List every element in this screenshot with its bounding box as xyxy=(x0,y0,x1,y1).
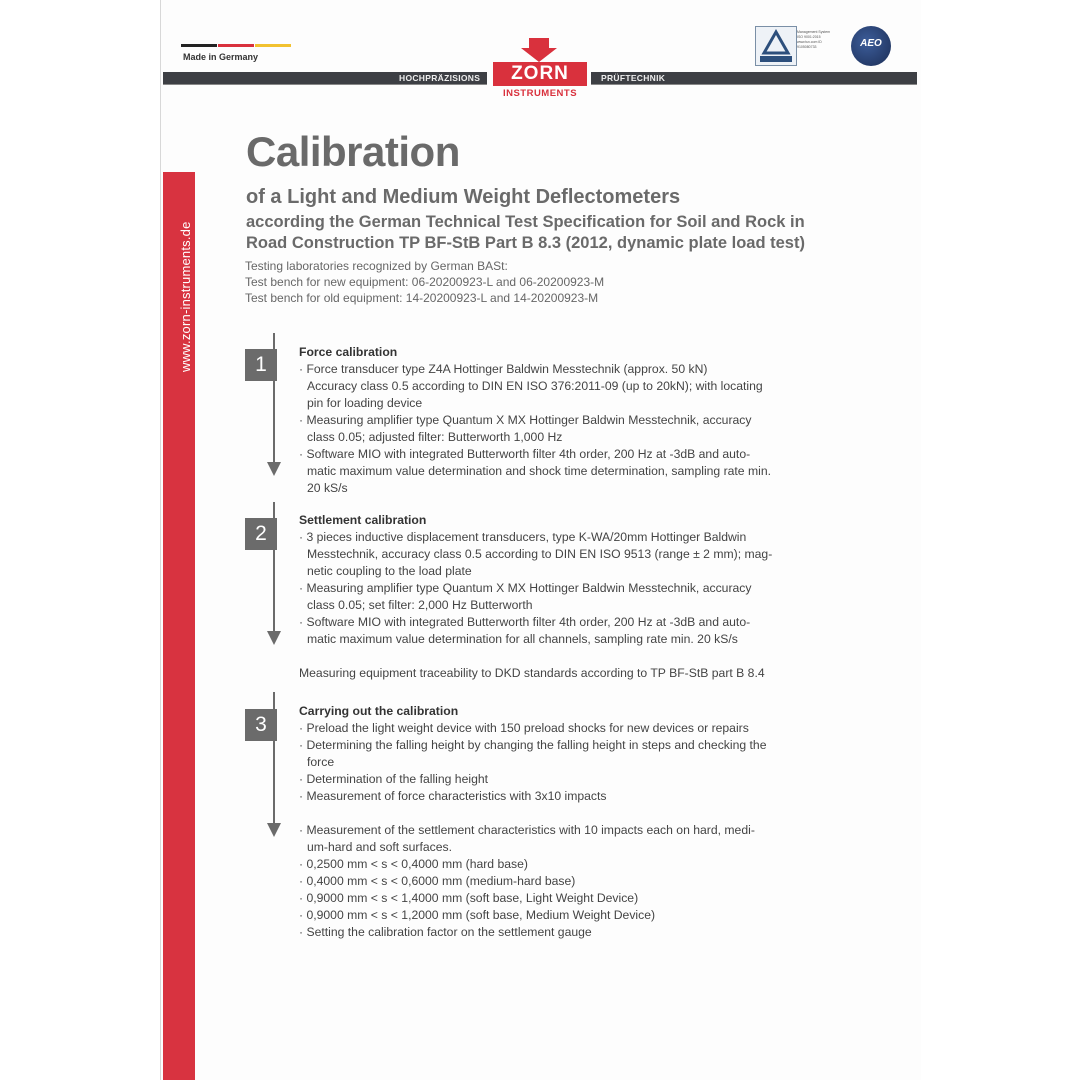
flag-stripe-red xyxy=(218,44,254,47)
list-item: · Software MIO with integrated Butterworth filter 4th order, 200 Hz at -3dB and auto- xyxy=(299,447,751,461)
list-item: Messtechnik, accuracy class 0.5 according to DIN EN ISO 9513 (range ± 2 mm); mag- xyxy=(307,547,773,561)
logo-arrow-icon xyxy=(519,38,559,64)
list-item: · Measurement of the settlement characteristics with 10 impacts each on hard, medi- xyxy=(299,823,755,837)
list-item: um-hard and soft surfaces. xyxy=(307,840,452,854)
list-item: · Measuring amplifier type Quantum X MX Hottinger Baldwin Messtechnik, accuracy xyxy=(299,581,752,595)
list-item: · Software MIO with integrated Butterworth filter 4th order, 200 Hz at -3dB and auto- xyxy=(299,615,751,629)
list-item: · Measurement of force characteristics with 3x10 impacts xyxy=(299,789,607,803)
list-item: · Measuring amplifier type Quantum X MX Hottinger Baldwin Messtechnik, accuracy xyxy=(299,413,752,427)
sidebar-url: www.zorn-instruments.de xyxy=(178,221,193,372)
list-item: 20 kS/s xyxy=(307,481,348,495)
list-item: · Preload the light weight device with 150 preload shocks for new devices or repairs xyxy=(299,721,749,735)
aeo-logo-text: AEO xyxy=(860,38,882,49)
list-item: force xyxy=(307,755,335,769)
list-item: class 0.05; set filter: 2,000 Hz Butterworth xyxy=(307,598,533,612)
step-1-section xyxy=(299,344,859,497)
list-item: · 0,9000 mm < s < 1,4000 mm (soft base, Light Weight Device) xyxy=(299,891,639,905)
subtitle-2 xyxy=(246,212,906,254)
labs-line: Test bench for old equipment: 14-20200923-L and 14-20200923-M xyxy=(245,291,599,305)
list-item: netic coupling to the load plate xyxy=(307,564,472,578)
triangle-icon xyxy=(756,27,796,65)
step-2-section xyxy=(299,512,859,682)
list-item: · Setting the calibration factor on the settlement gauge xyxy=(299,925,592,939)
list-item: Accuracy class 0.5 according to DIN EN ISO 376:2011-09 (up to 20kN); with locating xyxy=(307,379,763,393)
subtitle-2-line-2: Road Construction TP BF-StB Part B 8.3 (2012, dynamic plate load test) xyxy=(246,234,805,252)
traceability-note: Measuring equipment traceability to DKD standards according to TP BF-StB part B 8.4 xyxy=(299,666,765,680)
step-1-badge: 1 xyxy=(245,349,277,381)
labs-line: Testing laboratories recognized by German BASt: xyxy=(245,259,508,273)
logo-instruments: INSTRUMENTS xyxy=(502,88,578,99)
made-in-germany: Made in Germany xyxy=(183,52,259,62)
subtitle-1: of a Light and Medium Weight Deflectometers xyxy=(246,186,681,208)
down-arrow-icon xyxy=(267,631,281,645)
header-bar-left-label: HOCHPRÄZISIONS xyxy=(399,73,481,83)
list-item: · 0,2500 mm < s < 0,4000 mm (hard base) xyxy=(299,857,528,871)
down-arrow-icon xyxy=(267,462,281,476)
list-item: · 0,9000 mm < s < 1,2000 mm (soft base, Medium Weight Device) xyxy=(299,908,656,922)
certificate-text: Management System ISO 9001:2015 www.tuv.com ID 9105080733 xyxy=(797,30,831,49)
subtitle-2-line-1: according the German Technical Test Specification for Soil and Rock in xyxy=(246,213,805,231)
logo-zorn: ZORN xyxy=(493,62,587,86)
step-3-badge: 3 xyxy=(245,709,277,741)
list-item: · 0,4000 mm < s < 0,6000 mm (medium-hard base) xyxy=(299,874,576,888)
flag-stripe-gold xyxy=(255,44,291,47)
flag-stripe-black xyxy=(181,44,217,47)
list-item: · Force transducer type Z4A Hottinger Baldwin Messtechnik (approx. 50 kN) xyxy=(299,362,708,376)
list-item: class 0.05; adjusted filter: Butterworth 1,000 Hz xyxy=(307,430,563,444)
header-bar-right-label: PRÜFTECHNIK xyxy=(601,73,666,83)
list-item: · Determination of the falling height xyxy=(299,772,489,786)
step-1-heading: Force calibration xyxy=(299,345,398,359)
list-item: pin for loading device xyxy=(307,396,423,410)
document-page xyxy=(160,0,921,1080)
list-item: matic maximum value determination for all channels, sampling rate min. 20 kS/s xyxy=(307,632,738,646)
step-2-heading: Settlement calibration xyxy=(299,513,427,527)
step-3-heading: Carrying out the calibration xyxy=(299,704,459,718)
list-item: matic maximum value determination and shock time determination, sampling rate min. xyxy=(307,464,771,478)
tuv-certificate-logo xyxy=(755,26,797,66)
page-title: Calibration xyxy=(246,128,460,175)
laboratories-block xyxy=(245,258,604,306)
labs-line: Test bench for new equipment: 06-20200923-L and 06-20200923-M xyxy=(245,275,605,289)
list-item: · 3 pieces inductive displacement transducers, type K-WA/20mm Hottinger Baldwin xyxy=(299,530,747,544)
list-item: · Determining the falling height by changing the falling height in steps and checking the xyxy=(299,738,767,752)
step-2-badge: 2 xyxy=(245,518,277,550)
step-3-section xyxy=(299,703,859,941)
down-arrow-icon xyxy=(267,823,281,837)
